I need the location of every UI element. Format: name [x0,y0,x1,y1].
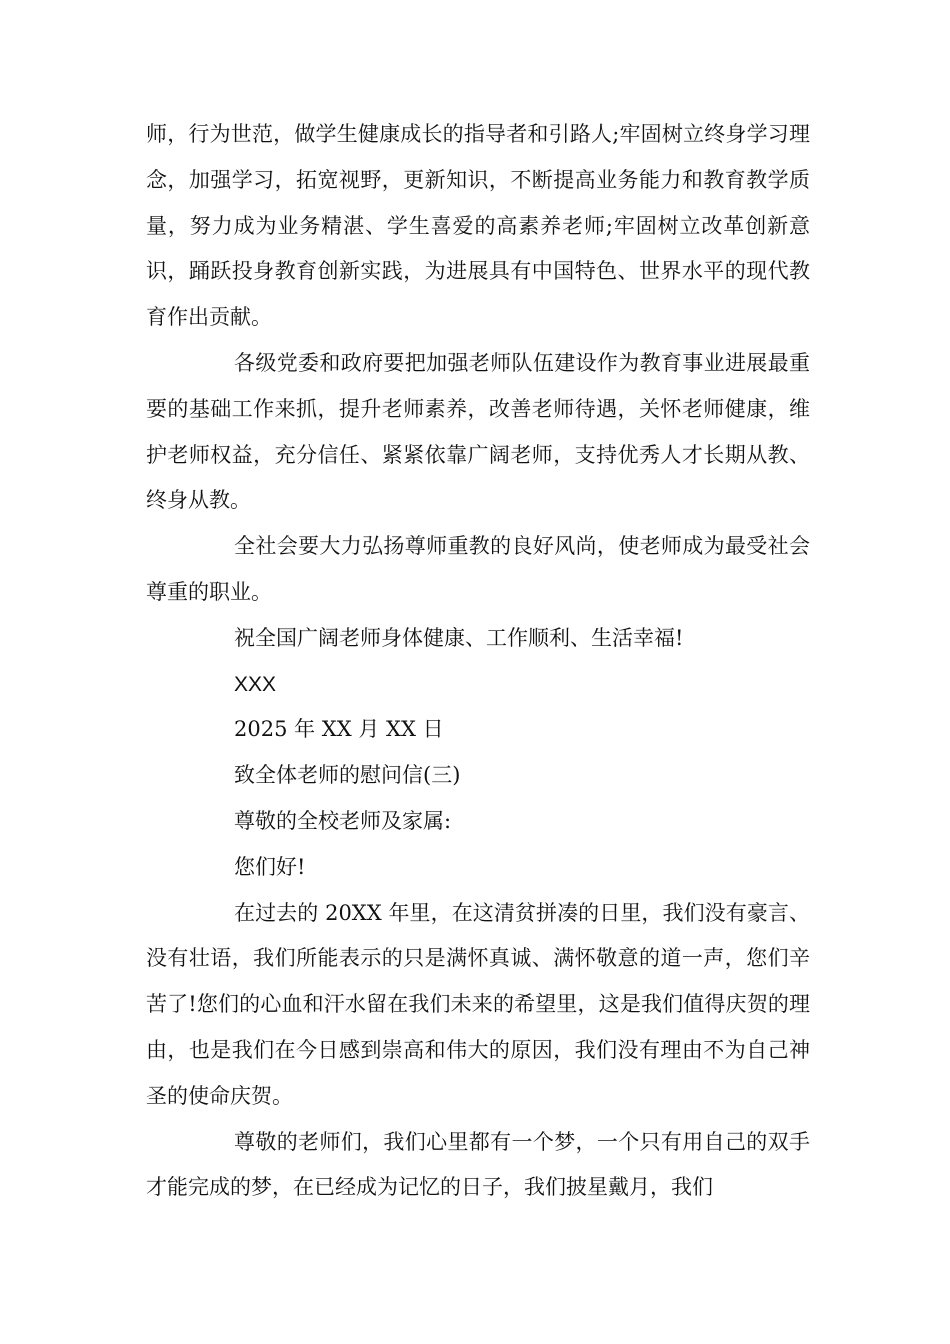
salutation: 尊敬的全校老师及家属: [234,808,452,833]
paragraph-continued: 师，行为世范，做学生健康成长的指导者和引路人;牢固树立终身学习理念，加强学习，拓宽视野，更新知识，不断提高业务能力和教育教学质量，努力成为业务精湛、学生喜爱的高素养老师;牢固树立改革创新意识，踊跃投身教育创新实践，为进展具有中国特色、世界水平的现代教育作出贡献。 [146,122,810,330]
date-line: 2025 年 XX 月 XX 日 [234,717,444,742]
paragraph-past-year: 在过去的 20XX 年里，在这清贫拼凑的日里，我们没有豪言、没有壮语，我们所能表示的只是满怀真诚、满怀敬意的道一声，您们辛苦了!您们的心血和汗水留在我们未来的希望里，这是我们值得庆贺的理由，也是我们在今日感到崇高和伟大的原因，我们没有理由不为自己神圣的使命庆贺。 [146,900,810,1108]
paragraph-society: 全社会要大力弘扬尊师重教的良好风尚，使老师成为最受社会尊重的职业。 [146,534,810,604]
blessing-line: 祝全国广阔老师身体健康、工作顺利、生活幸福! [234,625,684,650]
letter-title: 致全体老师的慰问信(三) [234,763,461,788]
signature: XXX [234,672,277,696]
greeting: 您们好! [234,854,306,879]
letter-body [146,112,810,1211]
paragraph-party-government: 各级党委和政府要把加强老师队伍建设作为教育事业进展最重要的基础工作来抓，提升老师素养，改善老师待遇，关怀老师健康，维护老师权益，充分信任、紧紧依靠广阔老师，支持优秀人才长期从教、终身从教。 [146,350,810,513]
paragraph-dream: 尊敬的老师们，我们心里都有一个梦，一个只有用自己的双手才能完成的梦，在已经成为记忆的日子，我们披星戴月，我们 [146,1129,810,1200]
